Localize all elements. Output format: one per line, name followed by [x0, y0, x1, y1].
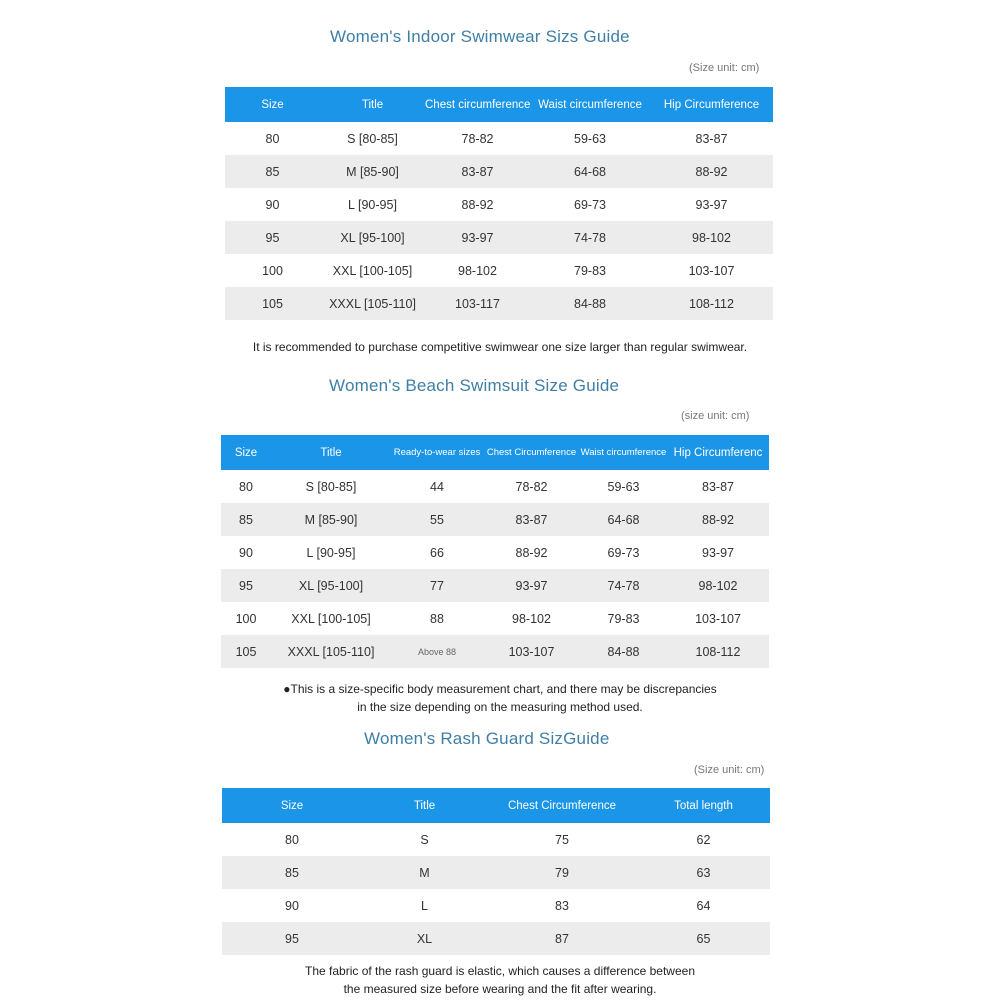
rash-header-total-length: Total length	[637, 788, 770, 823]
table-cell: 69-73	[530, 188, 650, 221]
beach-header-hip: Hip Circumferenc	[667, 435, 769, 470]
rash-size-table	[222, 788, 770, 955]
table-cell: 98-102	[483, 602, 580, 635]
table-cell: 80	[222, 823, 362, 856]
table-row	[225, 122, 773, 155]
table-cell: 74-78	[530, 221, 650, 254]
table-cell: 69-73	[580, 536, 667, 569]
table-cell: L [90-95]	[271, 536, 391, 569]
table-cell: 88	[391, 602, 483, 635]
table-cell: 85	[221, 503, 271, 536]
table-cell: 74-78	[580, 569, 667, 602]
table-row	[225, 188, 773, 221]
table-cell: 84-88	[530, 287, 650, 320]
table-cell: 88-92	[425, 188, 530, 221]
table-row	[221, 536, 769, 569]
table-cell: 59-63	[530, 122, 650, 155]
table-cell: 78-82	[483, 470, 580, 503]
table-cell: 105	[225, 287, 320, 320]
table-cell: 90	[222, 889, 362, 922]
beach-header-size: Size	[221, 435, 271, 470]
rash-header-size: Size	[222, 788, 362, 823]
table-cell: L [90-95]	[320, 188, 425, 221]
table-cell: 80	[225, 122, 320, 155]
table-cell: 93-97	[425, 221, 530, 254]
table-cell: XL	[362, 922, 487, 955]
table-cell: 83-87	[650, 122, 773, 155]
table-cell: 87	[487, 922, 637, 955]
indoor-header-row	[225, 87, 773, 122]
table-row	[221, 602, 769, 635]
table-cell: XL [95-100]	[320, 221, 425, 254]
table-row	[221, 503, 769, 536]
table-cell: S	[362, 823, 487, 856]
table-cell: 83-87	[667, 470, 769, 503]
beach-note-line-1: ●This is a size-specific body measurement chart, and there may be discrepancies	[283, 682, 717, 696]
table-cell: 80	[221, 470, 271, 503]
table-cell: 103-107	[667, 602, 769, 635]
table-cell: 62	[637, 823, 770, 856]
table-cell: 100	[225, 254, 320, 287]
table-cell: 64-68	[580, 503, 667, 536]
beach-note-line-2: in the size depending on the measuring method used.	[357, 700, 643, 714]
table-cell: Above 88	[391, 635, 483, 668]
table-cell: 78-82	[425, 122, 530, 155]
beach-header-title: Title	[271, 435, 391, 470]
beach-header-row	[221, 435, 769, 470]
table-cell: 63	[637, 856, 770, 889]
table-cell: 93-97	[667, 536, 769, 569]
table-cell: XXXL [105-110]	[320, 287, 425, 320]
indoor-note: It is recommended to purchase competitive swimwear one size larger than regular swimwear.	[252, 340, 748, 354]
table-cell: 90	[225, 188, 320, 221]
table-cell: 88-92	[667, 503, 769, 536]
table-cell: L	[362, 889, 487, 922]
table-row	[225, 155, 773, 188]
beach-header-ready-to-wear: Ready-to-wear sizes	[391, 435, 483, 470]
table-cell: 95	[222, 922, 362, 955]
beach-header-waist: Waist circumference	[580, 435, 667, 470]
beach-note	[0, 680, 1000, 716]
table-cell: 103-117	[425, 287, 530, 320]
table-cell: 44	[391, 470, 483, 503]
table-cell: M [85-90]	[320, 155, 425, 188]
table-cell: 75	[487, 823, 637, 856]
table-row	[225, 254, 773, 287]
table-row	[222, 889, 770, 922]
indoor-header-chest: Chest circumference	[425, 87, 530, 122]
table-cell: 64	[637, 889, 770, 922]
table-row	[225, 221, 773, 254]
table-cell: XXL [100-105]	[271, 602, 391, 635]
indoor-header-hip: Hip Circumference	[650, 87, 773, 122]
table-cell: 93-97	[650, 188, 773, 221]
table-cell: 108-112	[667, 635, 769, 668]
table-cell: 85	[225, 155, 320, 188]
table-cell: 83-87	[425, 155, 530, 188]
table-cell: XXL [100-105]	[320, 254, 425, 287]
table-cell: 105	[221, 635, 271, 668]
indoor-header-title: Title	[320, 87, 425, 122]
indoor-header-size: Size	[225, 87, 320, 122]
rash-note-line-1: The fabric of the rash guard is elastic, which causes a difference between	[305, 964, 695, 978]
table-cell: 85	[222, 856, 362, 889]
table-cell: 98-102	[425, 254, 530, 287]
rash-header-title: Title	[362, 788, 487, 823]
indoor-size-table	[225, 87, 773, 320]
table-cell: 93-97	[483, 569, 580, 602]
table-row	[221, 635, 769, 668]
table-row	[221, 569, 769, 602]
table-cell: 55	[391, 503, 483, 536]
rash-note-line-2: the measured size before wearing and the fit after wearing.	[343, 982, 657, 996]
rash-unit-label: (Size unit: cm)	[694, 764, 765, 776]
table-cell: 88-92	[650, 155, 773, 188]
table-cell: 79	[487, 856, 637, 889]
table-cell: M [85-90]	[271, 503, 391, 536]
table-cell: 83	[487, 889, 637, 922]
indoor-unit-label: (Size unit: cm)	[689, 62, 760, 74]
table-cell: 64-68	[530, 155, 650, 188]
table-row	[221, 470, 769, 503]
table-cell: XXXL [105-110]	[271, 635, 391, 668]
beach-header-chest: Chest Circumference	[483, 435, 580, 470]
table-cell: 100	[221, 602, 271, 635]
table-cell: 108-112	[650, 287, 773, 320]
table-cell: 103-107	[650, 254, 773, 287]
beach-size-table	[221, 435, 769, 668]
table-cell: 84-88	[580, 635, 667, 668]
table-cell: 79-83	[580, 602, 667, 635]
table-cell: 59-63	[580, 470, 667, 503]
table-cell: 77	[391, 569, 483, 602]
rash-note	[0, 962, 1000, 998]
beach-unit-label: (size unit: cm)	[681, 410, 750, 422]
table-cell: 65	[637, 922, 770, 955]
table-cell: 83-87	[483, 503, 580, 536]
indoor-header-waist: Waist circumference	[530, 87, 650, 122]
table-cell: 79-83	[530, 254, 650, 287]
table-cell: 98-102	[667, 569, 769, 602]
table-cell: M	[362, 856, 487, 889]
table-row	[222, 823, 770, 856]
table-cell: 88-92	[483, 536, 580, 569]
table-cell: 90	[221, 536, 271, 569]
table-cell: S [80-85]	[320, 122, 425, 155]
table-cell: XL [95-100]	[271, 569, 391, 602]
rash-header-chest: Chest Circumference	[487, 788, 637, 823]
indoor-title: Women's Indoor Swimwear Sizs Guide	[330, 27, 630, 46]
table-cell: 66	[391, 536, 483, 569]
table-row	[222, 856, 770, 889]
rash-header-row	[222, 788, 770, 823]
table-cell: 95	[221, 569, 271, 602]
table-cell: 95	[225, 221, 320, 254]
table-row	[222, 922, 770, 955]
rash-title: Women's Rash Guard SizGuide	[364, 729, 610, 748]
table-cell: 103-107	[483, 635, 580, 668]
table-cell: 98-102	[650, 221, 773, 254]
table-row	[225, 287, 773, 320]
table-cell: S [80-85]	[271, 470, 391, 503]
beach-title: Women's Beach Swimsuit Size Guide	[329, 376, 620, 395]
